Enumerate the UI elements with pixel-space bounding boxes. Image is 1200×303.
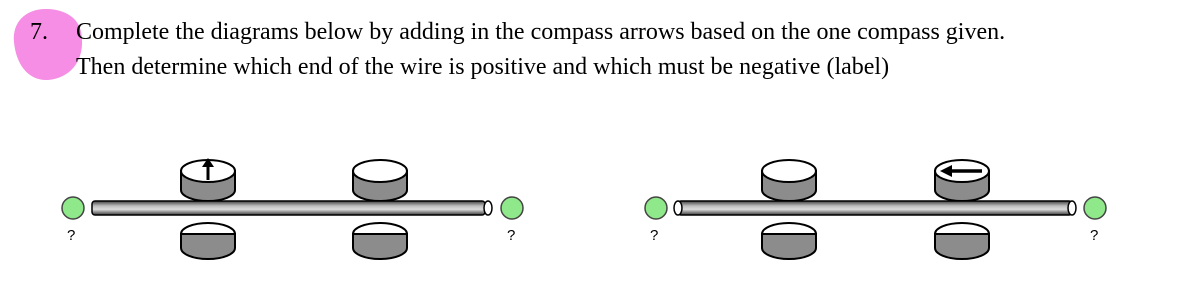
right-terminal[interactable] [1084, 197, 1106, 219]
question-text-line-1: Complete the diagrams below by adding in the compass arrows based on the one compass given. [76, 19, 1006, 45]
left-terminal-label: ? [650, 227, 659, 244]
left-terminal[interactable] [62, 197, 84, 219]
right-terminal-label: ? [1090, 227, 1099, 244]
left-terminal[interactable] [645, 197, 667, 219]
question-number: 7. [30, 19, 48, 45]
wire-end [484, 201, 492, 215]
diagram-2 [645, 160, 1106, 259]
diagram-1 [62, 158, 523, 259]
compass-top-right[interactable] [353, 160, 407, 201]
wire [92, 201, 485, 215]
wire-end [1068, 201, 1076, 215]
compass-bottom-left[interactable] [762, 223, 816, 259]
question-text-line-2: Then determine which end of the wire is positive and which must be negative (label) [76, 54, 890, 80]
compass-bottom-right[interactable] [353, 223, 407, 259]
right-terminal-label: ? [507, 227, 516, 244]
left-terminal-label: ? [67, 227, 76, 244]
compass-top-right [935, 160, 989, 201]
compass-top-left [181, 158, 235, 201]
right-terminal[interactable] [501, 197, 523, 219]
compass-bottom-right[interactable] [935, 223, 989, 259]
compass-top-left[interactable] [762, 160, 816, 201]
wire [678, 201, 1072, 215]
compass-bottom-left[interactable] [181, 223, 235, 259]
wire-end [674, 201, 682, 215]
